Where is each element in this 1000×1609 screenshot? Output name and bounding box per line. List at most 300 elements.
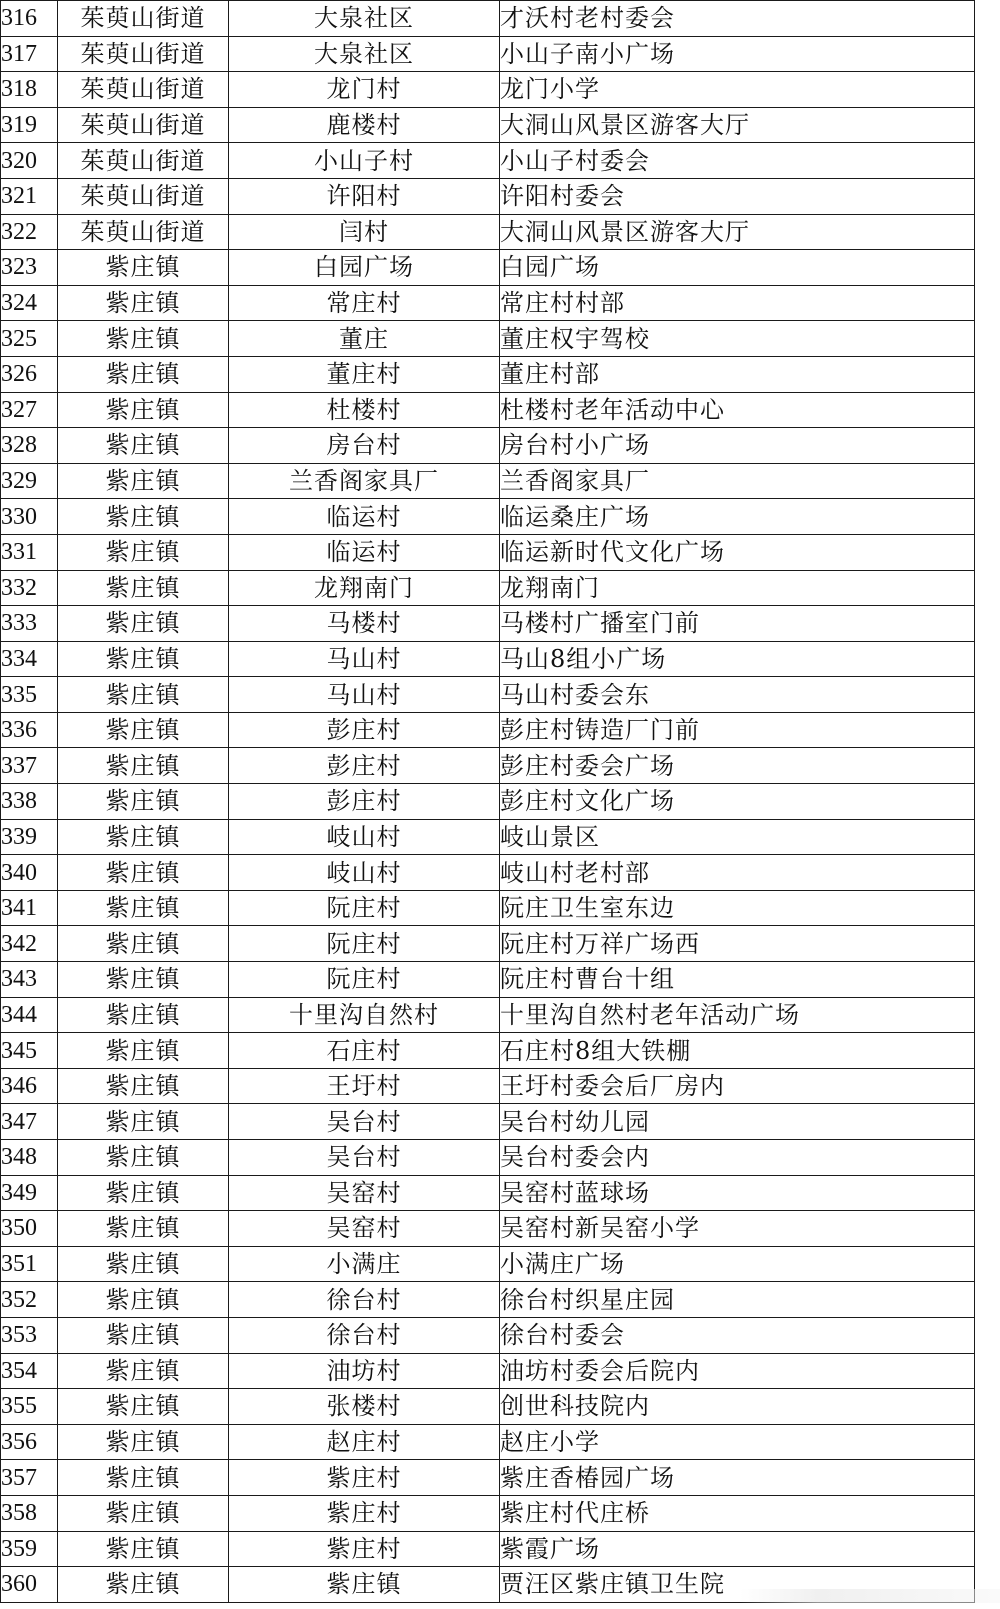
village-cell — [229, 1140, 500, 1176]
village-cell-text: 岐山村 — [326, 822, 402, 851]
town-cell-text: 紫庄镇 — [105, 360, 181, 389]
town-cell-text: 紫庄镇 — [105, 1463, 181, 1492]
table-row — [1, 712, 975, 748]
table-row — [1, 1104, 975, 1140]
town-cell-text: 紫庄镇 — [105, 751, 181, 780]
row-number-cell-text: 354 — [1, 1357, 37, 1384]
row-number-cell — [1, 36, 58, 72]
town-cell — [58, 1531, 229, 1567]
village-cell-text: 吴窑村 — [326, 1178, 402, 1207]
site-cell-text: 彭庄村铸造厂门前 — [500, 716, 700, 745]
table-row — [1, 1460, 975, 1496]
town-cell-text: 紫庄镇 — [105, 680, 181, 709]
village-cell-text: 临运村 — [326, 538, 402, 567]
town-cell — [58, 1389, 229, 1425]
row-number-cell — [1, 819, 58, 855]
village-cell-text: 石庄村 — [326, 1036, 402, 1065]
row-number-cell — [1, 356, 58, 392]
row-number-cell — [1, 1175, 58, 1211]
site-cell — [500, 1282, 975, 1318]
table-row — [1, 534, 975, 570]
row-number-cell-text: 356 — [1, 1429, 37, 1456]
site-cell — [500, 1531, 975, 1567]
village-cell-text: 王圩村 — [326, 1072, 402, 1101]
site-cell-text: 石庄村8组大铁棚 — [500, 1036, 692, 1065]
row-number-cell-text: 322 — [1, 218, 37, 245]
site-cell-text: 十里沟自然村老年活动广场 — [500, 1000, 800, 1029]
town-cell — [58, 72, 229, 108]
row-number-cell — [1, 1140, 58, 1176]
row-number-cell — [1, 1495, 58, 1531]
town-cell — [58, 1317, 229, 1353]
row-number-cell-text: 338 — [1, 788, 37, 815]
town-cell-text: 紫庄镇 — [105, 1285, 181, 1314]
village-cell-text: 董庄 — [339, 324, 389, 353]
site-cell — [500, 36, 975, 72]
row-number-cell-text: 318 — [1, 76, 37, 103]
town-cell — [58, 1424, 229, 1460]
site-cell-text: 常庄村村部 — [500, 289, 625, 318]
town-cell — [58, 784, 229, 820]
village-cell-text: 许阳村 — [326, 182, 402, 211]
row-number-cell-text: 347 — [1, 1108, 37, 1135]
site-cell — [500, 1068, 975, 1104]
site-cell-text: 阮庄村万祥广场西 — [500, 929, 700, 958]
village-cell — [229, 499, 500, 535]
town-cell-text: 紫庄镇 — [105, 1356, 181, 1385]
village-cell — [229, 1246, 500, 1282]
village-cell-text: 小山子村 — [314, 146, 414, 175]
table-row — [1, 321, 975, 357]
table-row — [1, 285, 975, 321]
row-number-cell-text: 335 — [1, 681, 37, 708]
village-cell — [229, 1567, 500, 1603]
village-cell-text: 白园广场 — [314, 253, 414, 282]
town-cell — [58, 321, 229, 357]
village-cell — [229, 677, 500, 713]
row-number-cell-text: 329 — [1, 468, 37, 495]
site-cell — [500, 1246, 975, 1282]
town-cell — [58, 1211, 229, 1247]
table-row — [1, 1424, 975, 1460]
site-cell-text: 临运新时代文化广场 — [500, 538, 725, 567]
row-number-cell — [1, 1460, 58, 1496]
table-row — [1, 1353, 975, 1389]
row-number-cell — [1, 178, 58, 214]
village-cell — [229, 1033, 500, 1069]
town-cell — [58, 356, 229, 392]
village-cell — [229, 143, 500, 179]
site-cell-text: 大洞山风景区游客大厅 — [500, 111, 750, 140]
village-cell — [229, 1, 500, 37]
town-cell-text: 紫庄镇 — [105, 1000, 181, 1029]
table-row — [1, 36, 975, 72]
table-row — [1, 428, 975, 464]
village-cell-text: 吴台村 — [326, 1107, 402, 1136]
row-number-cell — [1, 570, 58, 606]
town-cell — [58, 1175, 229, 1211]
village-cell-text: 徐台村 — [326, 1321, 402, 1350]
site-cell-text: 彭庄村文化广场 — [500, 787, 675, 816]
town-cell-text: 茱萸山街道 — [80, 146, 206, 175]
village-cell — [229, 1175, 500, 1211]
row-number-cell — [1, 784, 58, 820]
town-cell-text: 紫庄镇 — [105, 1499, 181, 1528]
site-cell — [500, 997, 975, 1033]
town-cell — [58, 997, 229, 1033]
row-number-cell-text: 331 — [1, 539, 37, 566]
site-cell — [500, 285, 975, 321]
row-number-cell-text: 352 — [1, 1286, 37, 1313]
table-row — [1, 1389, 975, 1425]
table-row — [1, 926, 975, 962]
village-cell-text: 彭庄村 — [326, 787, 402, 816]
row-number-cell — [1, 1, 58, 37]
town-cell-text: 茱萸山街道 — [80, 182, 206, 211]
row-number-cell-text: 343 — [1, 966, 37, 993]
village-cell — [229, 890, 500, 926]
row-number-cell-text: 339 — [1, 823, 37, 850]
town-cell-text: 紫庄镇 — [105, 395, 181, 424]
site-cell-text: 彭庄村委会广场 — [500, 751, 675, 780]
row-number-cell-text: 360 — [1, 1571, 37, 1598]
table-row — [1, 962, 975, 998]
site-cell-text: 杜楼村老年活动中心 — [500, 395, 725, 424]
row-number-cell — [1, 72, 58, 108]
village-cell-text: 阮庄村 — [326, 965, 402, 994]
table-row — [1, 143, 975, 179]
row-number-cell — [1, 997, 58, 1033]
row-number-cell — [1, 1033, 58, 1069]
row-number-cell — [1, 428, 58, 464]
town-cell-text: 紫庄镇 — [105, 1392, 181, 1421]
site-cell-text: 徐台村织星庄园 — [500, 1285, 675, 1314]
row-number-cell — [1, 463, 58, 499]
row-number-cell-text: 358 — [1, 1500, 37, 1527]
row-number-cell-text: 326 — [1, 361, 37, 388]
site-cell — [500, 1211, 975, 1247]
town-cell — [58, 428, 229, 464]
village-cell-text: 岐山村 — [326, 858, 402, 887]
village-cell-text: 马楼村 — [326, 609, 402, 638]
town-cell — [58, 1495, 229, 1531]
village-cell-text: 大泉社区 — [314, 39, 414, 68]
table-row — [1, 1211, 975, 1247]
row-number-cell — [1, 641, 58, 677]
row-number-cell-text: 353 — [1, 1322, 37, 1349]
row-number-cell-text: 349 — [1, 1179, 37, 1206]
village-cell — [229, 463, 500, 499]
village-cell-text: 常庄村 — [326, 289, 402, 318]
site-cell — [500, 499, 975, 535]
site-cell — [500, 712, 975, 748]
site-cell-text: 马山8组小广场 — [500, 644, 667, 673]
town-cell-text: 紫庄镇 — [105, 502, 181, 531]
village-cell-text: 徐台村 — [326, 1285, 402, 1314]
table-row — [1, 1246, 975, 1282]
town-cell-text: 茱萸山街道 — [80, 111, 206, 140]
row-number-cell-text: 346 — [1, 1073, 37, 1100]
site-cell-text: 龙翔南门 — [500, 573, 600, 602]
table-row — [1, 1033, 975, 1069]
table-row — [1, 107, 975, 143]
village-cell-text: 紫庄镇 — [326, 1570, 402, 1599]
site-cell — [500, 1175, 975, 1211]
site-cell — [500, 72, 975, 108]
village-cell-text: 紫庄村 — [326, 1534, 402, 1563]
row-number-cell-text: 320 — [1, 147, 37, 174]
village-cell — [229, 214, 500, 250]
village-cell — [229, 107, 500, 143]
town-cell — [58, 463, 229, 499]
town-cell-text: 紫庄镇 — [105, 1250, 181, 1279]
row-number-cell — [1, 214, 58, 250]
village-cell-text: 紫庄村 — [326, 1463, 402, 1492]
row-number-cell-text: 345 — [1, 1037, 37, 1064]
site-cell — [500, 1567, 975, 1603]
town-cell — [58, 392, 229, 428]
village-cell — [229, 1460, 500, 1496]
village-cell-text: 房台村 — [326, 431, 402, 460]
row-number-cell-text: 348 — [1, 1144, 37, 1171]
site-cell — [500, 1495, 975, 1531]
village-cell — [229, 356, 500, 392]
site-cell — [500, 214, 975, 250]
row-number-cell-text: 350 — [1, 1215, 37, 1242]
village-cell — [229, 1353, 500, 1389]
row-number-cell-text: 321 — [1, 183, 37, 210]
village-cell-text: 吴台村 — [326, 1143, 402, 1172]
site-cell — [500, 570, 975, 606]
site-cell — [500, 784, 975, 820]
town-cell-text: 紫庄镇 — [105, 822, 181, 851]
village-cell-text: 马山村 — [326, 644, 402, 673]
town-cell-text: 紫庄镇 — [105, 1534, 181, 1563]
village-cell — [229, 819, 500, 855]
village-cell-text: 马山村 — [326, 680, 402, 709]
village-cell — [229, 250, 500, 286]
site-cell — [500, 356, 975, 392]
table-row — [1, 997, 975, 1033]
site-cell-text: 徐台村委会 — [500, 1321, 625, 1350]
row-number-cell — [1, 962, 58, 998]
site-cell-text: 紫霞广场 — [500, 1534, 600, 1563]
site-cell-text: 赵庄小学 — [500, 1428, 600, 1457]
village-cell — [229, 1531, 500, 1567]
village-cell-text: 赵庄村 — [326, 1428, 402, 1457]
site-cell-text: 董庄村部 — [500, 360, 600, 389]
village-cell — [229, 1389, 500, 1425]
table-body — [1, 1, 975, 1603]
village-cell-text: 龙翔南门 — [314, 573, 414, 602]
town-cell — [58, 570, 229, 606]
row-number-cell — [1, 250, 58, 286]
row-number-cell — [1, 1424, 58, 1460]
village-cell-text: 杜楼村 — [326, 395, 402, 424]
row-number-cell-text: 340 — [1, 859, 37, 886]
town-cell — [58, 107, 229, 143]
town-cell — [58, 1140, 229, 1176]
site-cell — [500, 1, 975, 37]
row-number-cell — [1, 321, 58, 357]
village-cell-text: 董庄村 — [326, 360, 402, 389]
town-cell-text: 紫庄镇 — [105, 644, 181, 673]
site-cell — [500, 1317, 975, 1353]
table-row — [1, 1317, 975, 1353]
town-cell-text: 紫庄镇 — [105, 1107, 181, 1136]
town-cell-text: 紫庄镇 — [105, 289, 181, 318]
town-cell-text: 紫庄镇 — [105, 538, 181, 567]
row-number-cell — [1, 285, 58, 321]
row-number-cell-text: 359 — [1, 1535, 37, 1562]
village-cell — [229, 606, 500, 642]
site-cell-text: 吴窑村蓝球场 — [500, 1178, 650, 1207]
row-number-cell-text: 333 — [1, 610, 37, 637]
site-cell — [500, 428, 975, 464]
town-cell — [58, 36, 229, 72]
town-cell-text: 紫庄镇 — [105, 1143, 181, 1172]
table-row — [1, 463, 975, 499]
village-cell — [229, 926, 500, 962]
row-number-cell — [1, 143, 58, 179]
site-cell-text: 创世科技院内 — [500, 1392, 650, 1421]
town-cell-text: 紫庄镇 — [105, 1072, 181, 1101]
village-cell — [229, 534, 500, 570]
site-cell-text: 房台村小广场 — [500, 431, 650, 460]
site-cell — [500, 1424, 975, 1460]
village-cell-text: 吴窑村 — [326, 1214, 402, 1243]
row-number-cell-text: 325 — [1, 325, 37, 352]
town-cell — [58, 1282, 229, 1318]
site-cell — [500, 1389, 975, 1425]
village-cell-text: 彭庄村 — [326, 716, 402, 745]
site-cell — [500, 143, 975, 179]
town-cell-text: 紫庄镇 — [105, 573, 181, 602]
site-cell — [500, 677, 975, 713]
village-cell — [229, 36, 500, 72]
table-row — [1, 72, 975, 108]
town-cell — [58, 499, 229, 535]
village-cell — [229, 1211, 500, 1247]
town-cell-text: 紫庄镇 — [105, 716, 181, 745]
row-number-cell — [1, 1068, 58, 1104]
table-row — [1, 250, 975, 286]
table-row — [1, 1140, 975, 1176]
village-cell — [229, 392, 500, 428]
town-cell — [58, 285, 229, 321]
village-cell — [229, 712, 500, 748]
row-number-cell — [1, 1104, 58, 1140]
site-cell — [500, 606, 975, 642]
table-row — [1, 570, 975, 606]
table-row — [1, 855, 975, 891]
town-cell-text: 紫庄镇 — [105, 1036, 181, 1065]
row-number-cell-text: 336 — [1, 717, 37, 744]
town-cell — [58, 1033, 229, 1069]
town-cell-text: 紫庄镇 — [105, 1178, 181, 1207]
table-row — [1, 1282, 975, 1318]
table-row — [1, 819, 975, 855]
row-number-cell — [1, 712, 58, 748]
site-cell-text: 兰香阁家具厂 — [500, 467, 650, 496]
village-cell — [229, 285, 500, 321]
row-number-cell-text: 334 — [1, 645, 37, 672]
table-row — [1, 178, 975, 214]
town-cell — [58, 1353, 229, 1389]
town-cell-text: 茱萸山街道 — [80, 4, 206, 33]
row-number-cell — [1, 107, 58, 143]
site-cell-text: 小山子村委会 — [500, 146, 650, 175]
site-cell-text: 紫庄村代庄桥 — [500, 1499, 650, 1528]
village-cell — [229, 997, 500, 1033]
village-cell-text: 阮庄村 — [326, 929, 402, 958]
village-cell — [229, 1104, 500, 1140]
site-cell — [500, 463, 975, 499]
site-cell-text: 马山村委会东 — [500, 680, 650, 709]
village-cell — [229, 570, 500, 606]
village-cell — [229, 1317, 500, 1353]
town-cell — [58, 677, 229, 713]
site-cell-text: 临运桑庄广场 — [500, 502, 650, 531]
site-cell-text: 才沃村老村委会 — [500, 4, 675, 33]
row-number-cell — [1, 1246, 58, 1282]
town-cell — [58, 712, 229, 748]
table-row — [1, 356, 975, 392]
town-cell-text: 紫庄镇 — [105, 609, 181, 638]
village-cell-text: 十里沟自然村 — [289, 1000, 439, 1029]
village-cell — [229, 1424, 500, 1460]
row-number-cell — [1, 1282, 58, 1318]
village-cell — [229, 1282, 500, 1318]
town-cell-text: 紫庄镇 — [105, 1214, 181, 1243]
site-cell-text: 董庄权宇驾校 — [500, 324, 650, 353]
town-cell — [58, 178, 229, 214]
row-number-cell — [1, 926, 58, 962]
site-cell-text: 吴台村委会内 — [500, 1143, 650, 1172]
row-number-cell — [1, 1317, 58, 1353]
table-row — [1, 1567, 975, 1603]
row-number-cell — [1, 1389, 58, 1425]
site-cell — [500, 748, 975, 784]
town-cell — [58, 1460, 229, 1496]
site-cell-text: 马楼村广播室门前 — [500, 609, 700, 638]
site-cell — [500, 534, 975, 570]
site-cell-text: 紫庄香椿园广场 — [500, 1463, 675, 1492]
town-cell — [58, 606, 229, 642]
row-number-cell — [1, 1353, 58, 1389]
row-number-cell — [1, 499, 58, 535]
town-cell — [58, 855, 229, 891]
site-cell-text: 阮庄村曹台十组 — [500, 965, 675, 994]
table-row — [1, 499, 975, 535]
village-cell-text: 兰香阁家具厂 — [289, 467, 439, 496]
village-cell — [229, 641, 500, 677]
site-cell — [500, 819, 975, 855]
table-row — [1, 784, 975, 820]
site-cell — [500, 250, 975, 286]
town-cell-text: 紫庄镇 — [105, 858, 181, 887]
village-cell — [229, 178, 500, 214]
row-number-cell-text: 357 — [1, 1464, 37, 1491]
town-cell-text: 紫庄镇 — [105, 894, 181, 923]
village-cell-text: 张楼村 — [326, 1392, 402, 1421]
site-cell — [500, 855, 975, 891]
table-row — [1, 890, 975, 926]
site-cell — [500, 926, 975, 962]
village-cell — [229, 748, 500, 784]
town-cell-text: 紫庄镇 — [105, 787, 181, 816]
town-cell — [58, 214, 229, 250]
